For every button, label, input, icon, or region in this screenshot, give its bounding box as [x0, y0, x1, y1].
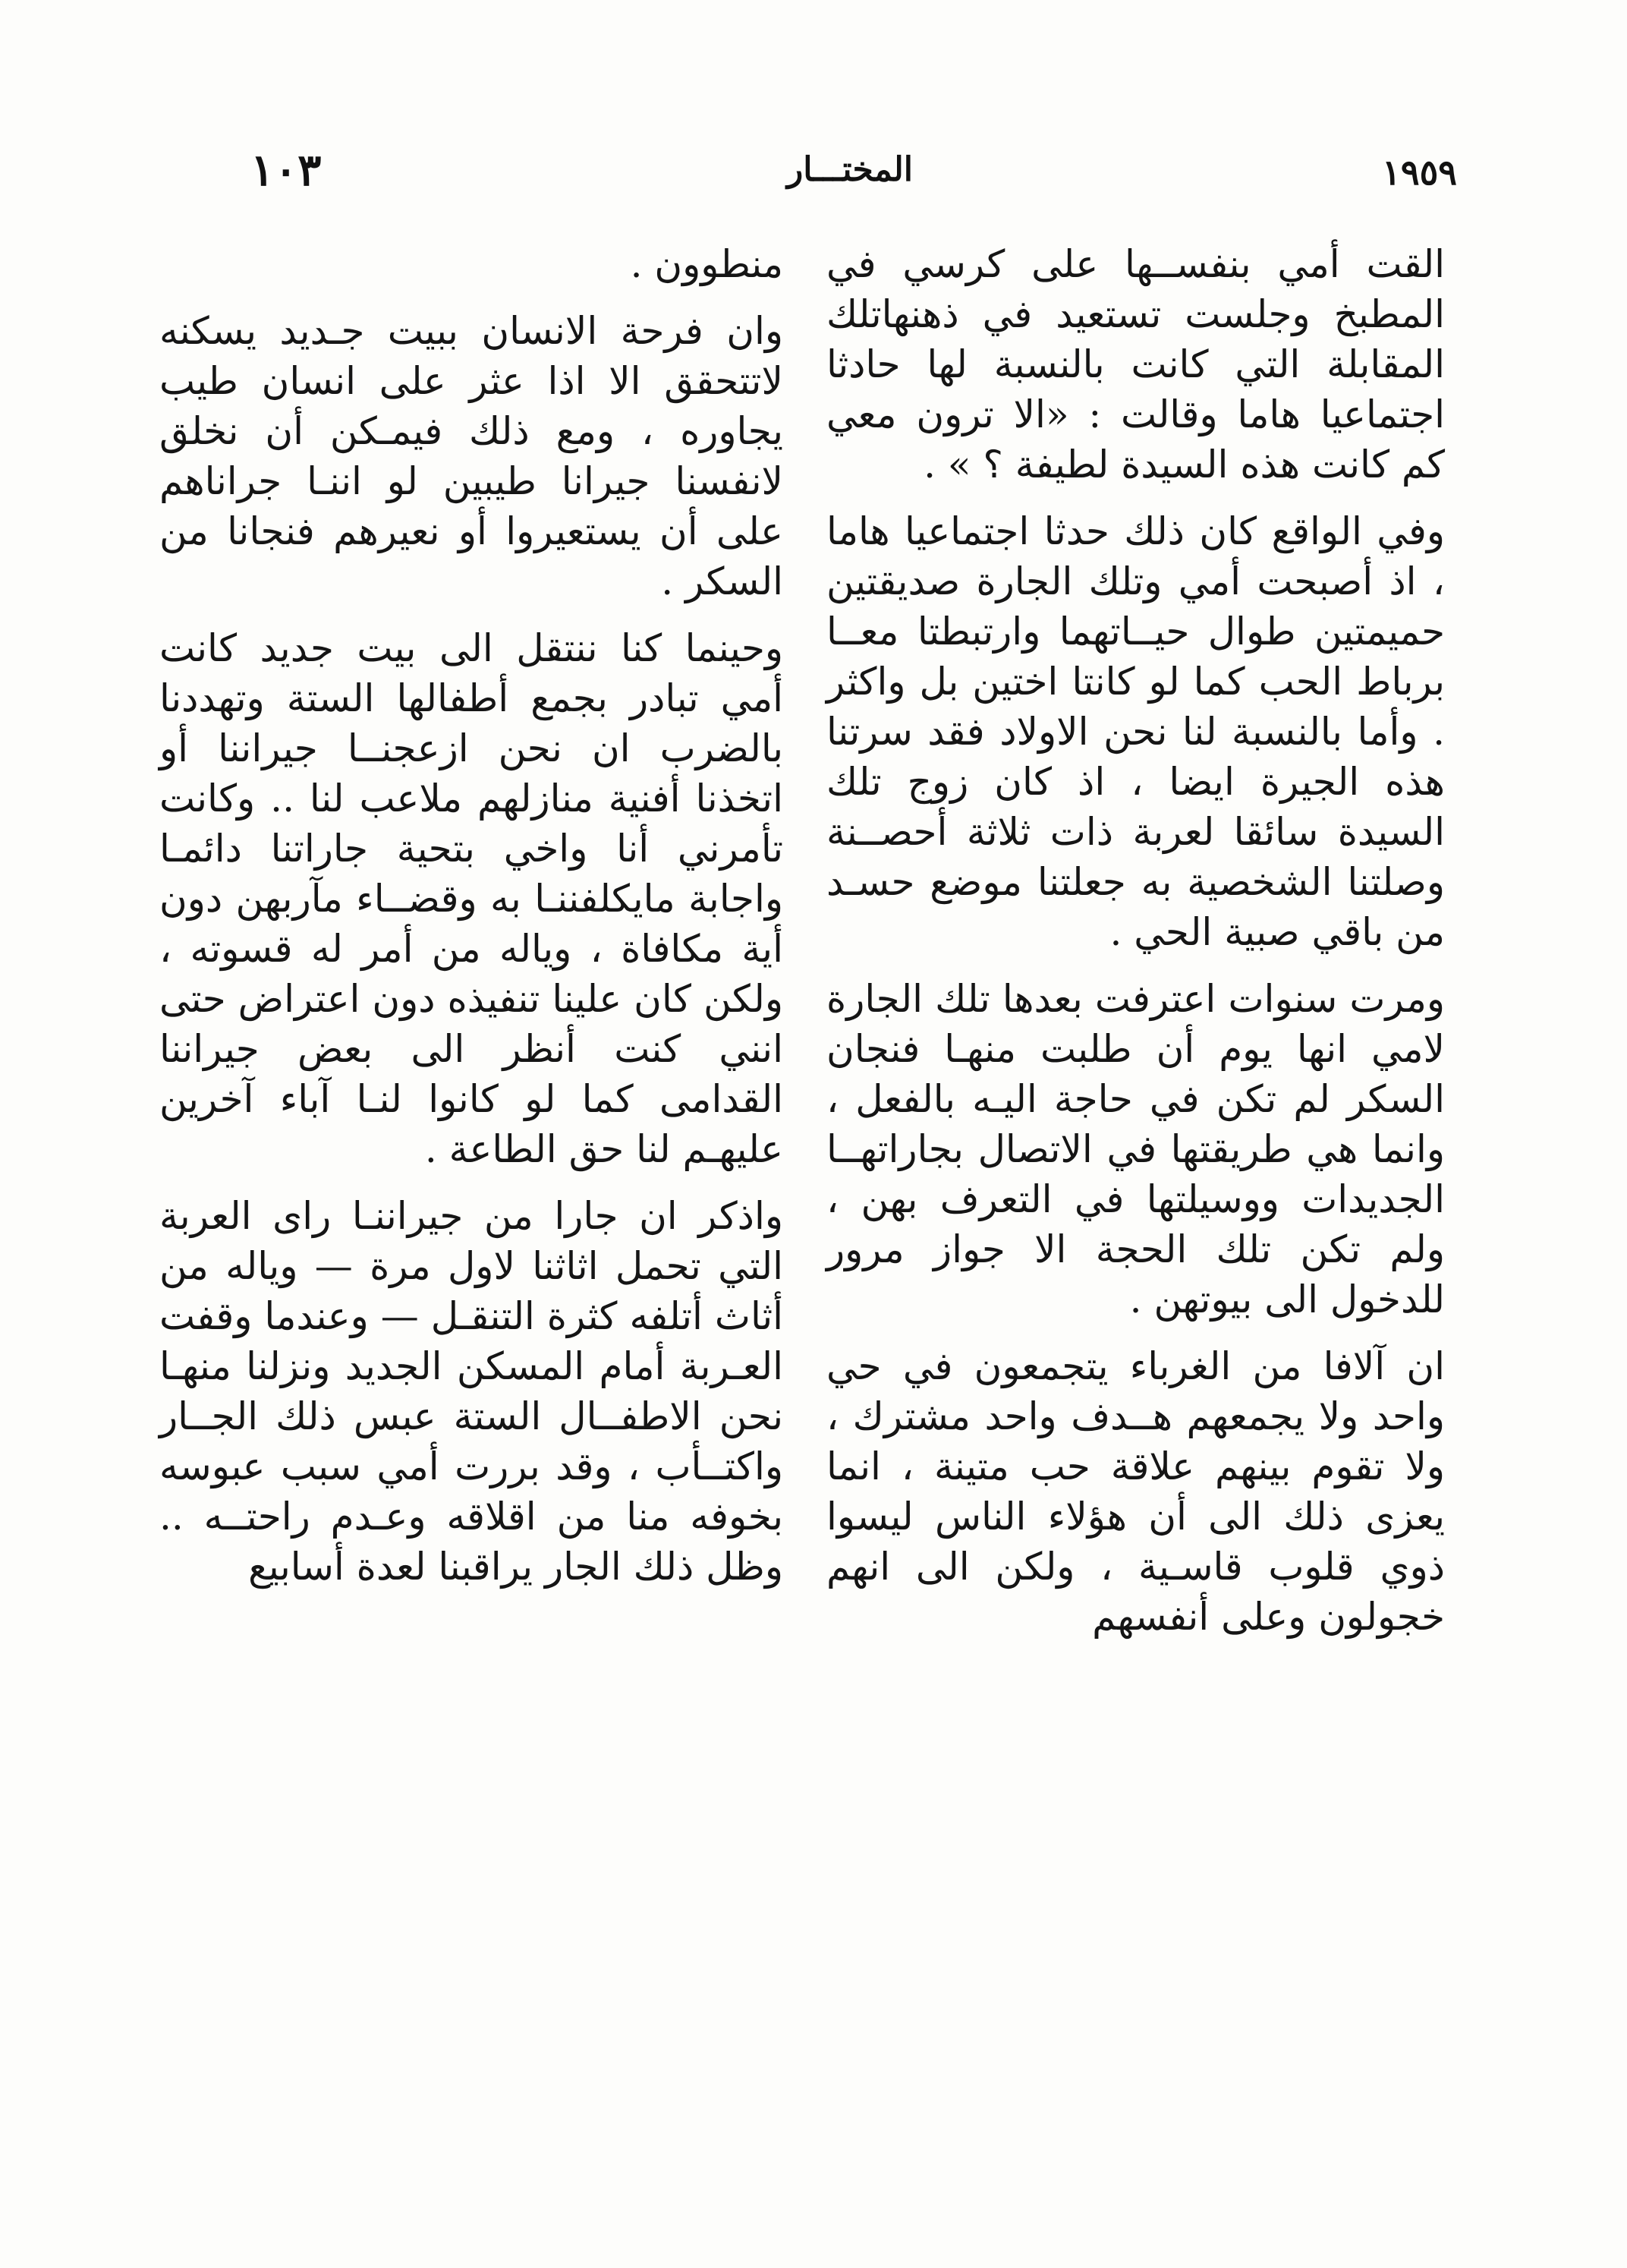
- paragraph: القت أمي بنفســها على كرسي في المطبخ وجلست تستعيد في ذهنهاتلك المقابلة التي كانت بالنسبة لها حادثا اجتماعيا هاما وقالت : «الا ترون معي كم كانت هذه السيدة لطيفة ؟ » .: [826, 242, 1445, 487]
- page-number: ١٠٣: [250, 144, 322, 196]
- paragraph: وحينما كنا ننتقل الى بيت جديد كانت أمي تبادر بجمع أطفالها الستة وتهددنا بالضرب ان نحن ازعجنــا جيراننا أو اتخذنا أفنية منازلهم ملاعب لنا .. وكانت تأمرني أنا واخي بتحية جاراتنا دائمـا واجابة مايكلفننـا به وقضــاء مآربهن دون أية مكافاة ، وياله من أمر له قسوته ، ولكن كان علينا تنفيذه دون اعتراض حتى انني كنت أنظر الى بعض جيراننا القدامى كما لو كانوا لنـا آباء آخرين عليهـم لنا حق الطاعة .: [159, 626, 783, 1171]
- page-year: ١٩٥٩: [1382, 152, 1457, 193]
- paragraph: وان فرحة الانسان ببيت جـديد يسكنه لاتتحقق الا اذا عثر على انسان طيب يجاوره ، ومع ذلك فيمـكن أن نخلق لانفسنا جيرانا طيبين لو اننـا جراناهم على أن يستعيروا أو نعيرهم فنجانا من السكر .: [159, 309, 783, 603]
- paragraph: ان آلافا من الغرباء يتجمعون في حي واحد ولا يجمعهم هــدف واحد مشترك ، ولا تقوم بينهم علاقة حب متينة ، انما يعزى ذلك الى أن هؤلاء الناس ليسوا ذوي قلوب قاسـية ، ولكن الى انهم خجولون وعلى أنفسهم: [826, 1344, 1445, 1639]
- text-column-left: [159, 239, 783, 1608]
- running-title: المختـــار: [786, 150, 914, 189]
- text-column-right: [826, 239, 1445, 1658]
- paragraph: ومرت سنوات اعترفت بعدها تلك الجارة لامي انها يوم أن طلبت منهـا فنجان السكر لم تكن في حاجة اليـه بالفعل ، وانما هي طريقتها في الاتصال بجاراتهــا الجديدات ووسيلتها في التعرف بهن ، ولم تكن تلك الحجة الا جواز مرور للدخول الى بيوتهن .: [826, 977, 1445, 1321]
- paragraph: واذكر ان جارا من جيراننـا راى العربة التي تحمل اثاثنا لاول مرة — وياله من أثاث أتلفه كثرة التنقـل — وعندما وقفت العـربة أمام المسكن الجديد ونزلنا منهـا نحن الاطفــال الستة عبس ذلك الجــار واكتــأب ، وقد بررت أمي سبب عبوسه بخوفه منا من اقلاقه وعـدم راحتــه .. وظل ذلك الجار يراقبنا لعدة أسابيع: [159, 1194, 783, 1589]
- page-header: [228, 144, 1472, 205]
- paragraph: منطوون .: [630, 242, 783, 286]
- paragraph: وفي الواقع كان ذلك حدثا اجتماعيا هاما ، اذ أصبحت أمي وتلك الجارة صديقتين حميمتين طوال حيــاتهما وارتبطتا معــا برباط الحب كما لو كانتا اختين بل واكثر . وأما بالنسبة لنا نحن الاولاد فقد سرتنا هذه الجيرة ايضا ، اذ كان زوج تلك السيدة سائقا لعربة ذات ثلاثة أحصــنة وصلتنا الشخصية به جعلتنا موضع حسـد من باقي صبية الحي .: [826, 509, 1445, 954]
